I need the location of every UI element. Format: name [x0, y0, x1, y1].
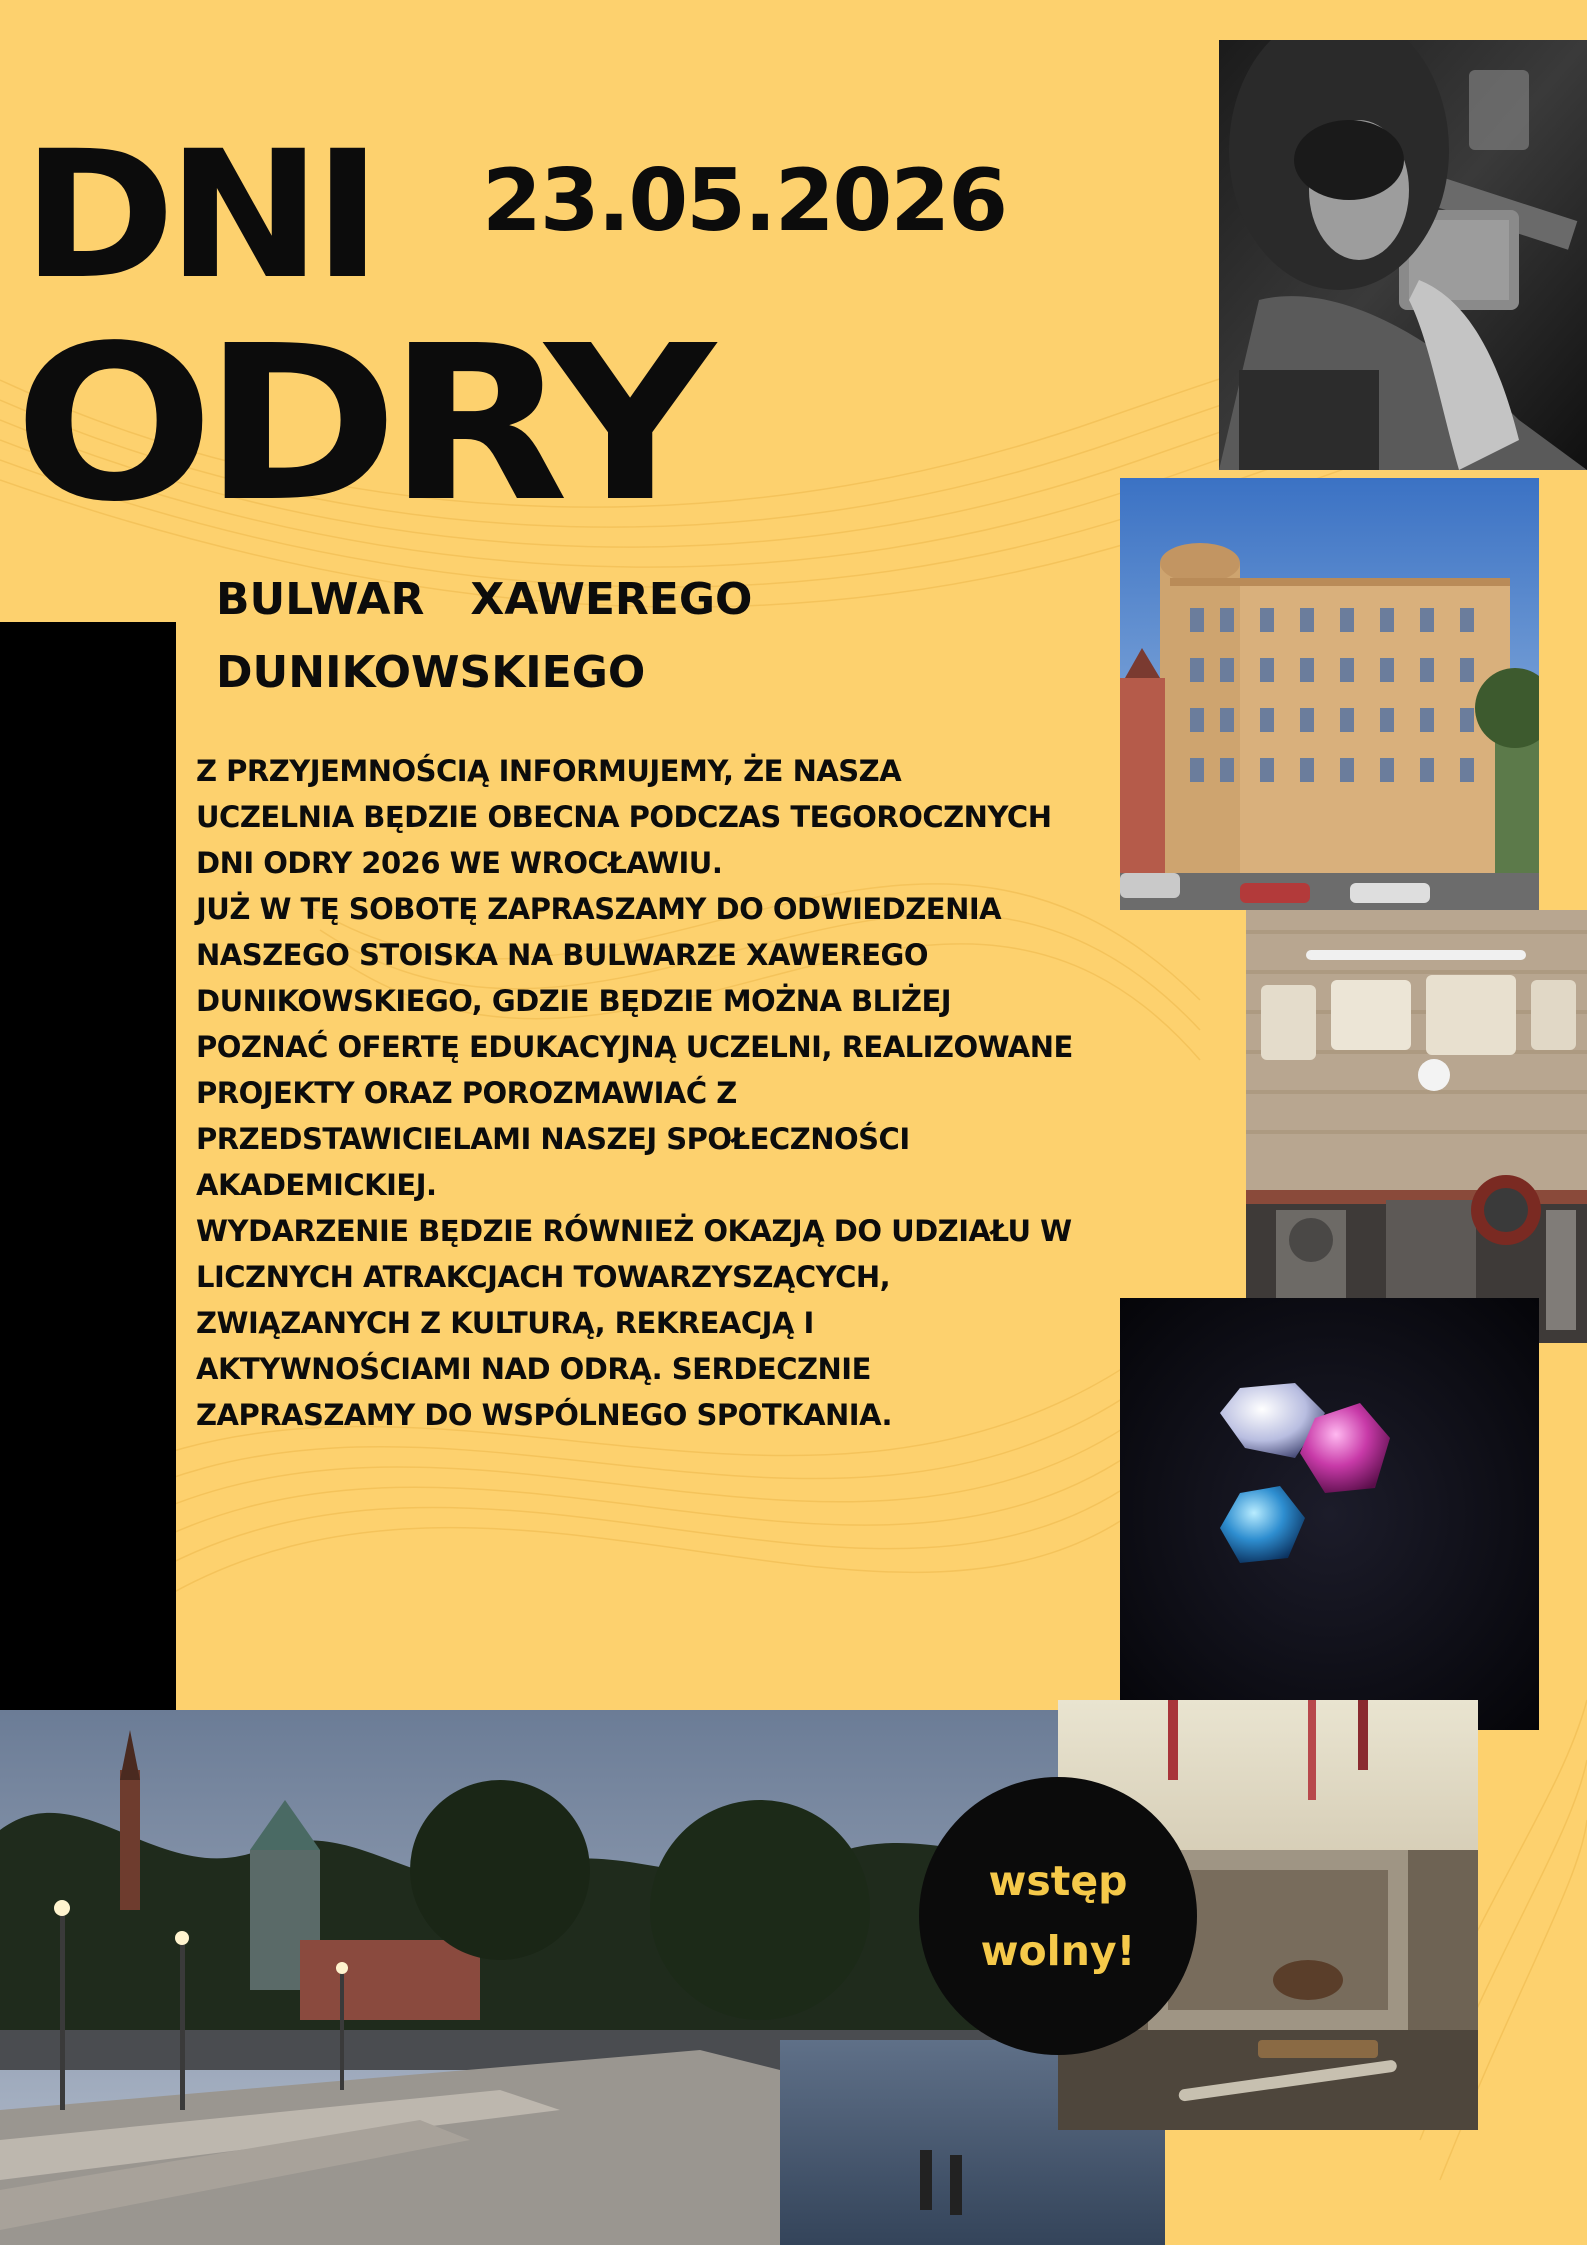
workshop-photo [1246, 910, 1587, 1343]
event-description [196, 748, 1136, 1438]
badge-line-1: wstęp [988, 1857, 1128, 1905]
address-line-2: DUNIKOWSKIEGO [216, 647, 646, 698]
description-line: ZWIĄZANYCH Z KULTURĄ, REKREACJĄ I [196, 1306, 814, 1340]
address-line-1: BULWAR XAWEREGO [216, 574, 753, 625]
gemstones-photo [1120, 1298, 1539, 1730]
description-line: NASZEGO STOISKA NA BULWARZE XAWEREGO [196, 938, 928, 972]
free-entry-badge [919, 1777, 1197, 2055]
event-address [216, 563, 916, 709]
description-line: AKADEMICKIEJ. [196, 1168, 437, 1202]
description-line: DNI ODRY 2026 WE WROCŁAWIU. [196, 846, 723, 880]
title-odry: ODRY [14, 300, 705, 549]
badge-line-2: wolny! [980, 1927, 1136, 1975]
description-line: ZAPRASZAMY DO WSPÓLNEGO SPOTKANIA. [196, 1398, 893, 1432]
description-line: POZNAĆ OFERTĘ EDUKACYJNĄ UCZELNI, REALIZOWANE [196, 1030, 1073, 1064]
description-line: UCZELNIA BĘDZIE OBECNA PODCZAS TEGOROCZNYCH [196, 800, 1052, 834]
description-line: PRZEDSTAWICIELAMI NASZEJ SPOŁECZNOŚCI [196, 1122, 910, 1156]
description-line: JUŻ W TĘ SOBOTĘ ZAPRASZAMY DO ODWIEDZENIA [196, 892, 1002, 926]
description-line: PROJEKTY ORAZ POROZMAWIAĆ Z [196, 1076, 737, 1110]
description-line: AKTYWNOŚCIAMI NAD ODRĄ. SERDECZNIE [196, 1352, 871, 1386]
description-line: WYDARZENIE BĘDZIE RÓWNIEŻ OKAZJĄ DO UDZIAŁU W [196, 1214, 1072, 1248]
title-dni: DNI [22, 113, 374, 318]
jeweler-photo [1219, 40, 1587, 470]
building-photo [1120, 478, 1539, 910]
description-line: LICZNYCH ATRAKCJACH TOWARZYSZĄCYCH, [196, 1260, 891, 1294]
event-date: 23.05.2026 [482, 151, 1007, 251]
description-line: DUNIKOWSKIEGO, GDZIE BĘDZIE MOŻNA BLIŻEJ [196, 984, 952, 1018]
black-side-bar [0, 622, 176, 1710]
description-line: Z PRZYJEMNOŚCIĄ INFORMUJEMY, ŻE NASZA [196, 754, 902, 788]
